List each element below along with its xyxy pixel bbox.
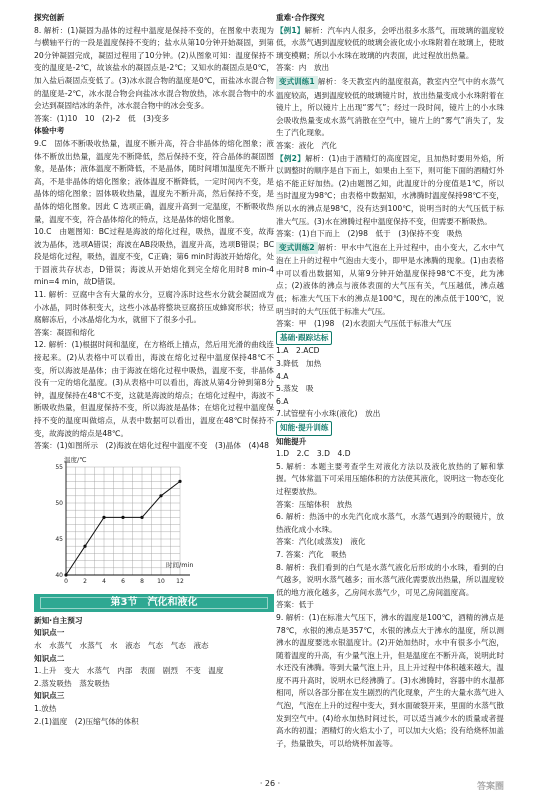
chart-grid: [66, 467, 180, 575]
y-tick-label: 55: [55, 463, 63, 471]
x-tick-label: 6: [121, 577, 125, 585]
data-point: [102, 516, 105, 519]
example-tag: 【例2】: [276, 153, 306, 163]
variant-text: 解析：冬天教室内的温度很高，教室内空气中的水蒸气温度较高，遇到温度较低的玻璃镜片时，放出热量变成小水珠附着在镜片上，所以镜片上出现“雾气”；经过一段时间，镜片上的小水珠会吸收热量变成水蒸气消散在空气中，镜片上的“雾气”消失了，发生了汽化现象。: [276, 76, 504, 138]
variant-tag: 变式训练1: [276, 76, 318, 89]
data-point: [121, 516, 124, 519]
section-heading: 探究创新: [34, 13, 65, 22]
variant-1: [276, 75, 504, 140]
section-heading: 体验中考: [34, 126, 65, 136]
ability-tag: 知能·提升训练: [276, 421, 332, 436]
example-text: 解析：(1)由于酒精灯的高度固定，且加热时要用外焰，所以调整时的顺序是自下而上，如果由上至下，则可能下面的酒精灯外焰不能正好加热。(2)由题图乙知，此温度计的分度值是1℃，所以当时温度为98℃；由表格中数据知，水沸腾时温度保持98℃不变，所以水的沸点是98℃，没有达到100℃，说明当时的大气压低于标准大气压。(3)水在沸腾过程中温度保持不变，但需要不断吸热。: [276, 153, 504, 226]
y-tick-label: 40: [55, 571, 63, 579]
example-text: 解析：汽车内人很多，会呼出很多水蒸气，而玻璃的温度较低，水蒸气遇到温度较低的玻璃会液化成小水珠附着在玻璃上，使玻璃变模糊；所以小水珠在玻璃的内表面，此过程放出热量。: [276, 25, 504, 60]
data-point: [64, 573, 67, 576]
answer-12-key: 答案：(1)如图所示 (2)海波在熔化过程中温度不变 (3)晶体 (4)48: [34, 441, 269, 451]
basic-tag: 基础·跟踪达标: [276, 331, 332, 346]
knowledge-point-1: 知识点一: [34, 628, 65, 638]
ability-title: [276, 421, 504, 436]
example-1-key: 答案：内 放出: [276, 63, 330, 73]
section-heading: [276, 12, 504, 25]
variant-2: [276, 241, 504, 319]
temperature-time-chart: [48, 453, 198, 590]
kp2-answer-2: 2.蒸发吸热 蒸发吸热: [34, 678, 110, 688]
basic-4: 4.A: [276, 371, 289, 381]
basic-1: 1.A 2.ACD: [276, 346, 320, 356]
ability-5: 5. 解析：本题主要考查学生对液化方法以及液化放热的了解和掌握。气体常温下可采用压缩体积的方法使其液化，说明这一物态变化过程要放热。: [276, 461, 504, 496]
answer-12: 12. 解析：(1)根据时间和温度，在方格纸上描点，然后用光滑的曲线连接起来。(2)从表格中可以看出，海波在熔化过程中温度保持48℃不变，所以海波是晶体；由于海波在熔化过程中吸热，温度不变，非晶体没有一定的熔化温度。(3)从表格中可以看出，海波从第4分钟到第8分钟，温度保持在48℃不变，这就是海波的熔点；在熔化过程中，海波不断吸收热量，但温度保持不变，所以海波是晶体；在熔化过程中温度保持不变的温度叫做熔点，从表中数据可以看出，温度在48℃时保持不变，故海波的熔点是48℃。: [34, 340, 274, 438]
kp2-answer-1: 1.上升 变大 水蒸气 内部 表面 剧烈 不变 温度: [34, 666, 224, 676]
example-2-key: 答案：(1)自下而上 (2)98 低于 (3)保持不变 吸热: [276, 229, 463, 239]
answer-8: 8. 解析：(1)凝固为晶体的过程中温度是保持不变的，在图象中表现为与横轴平行的一段是温度保持不变的；盐水从第10分钟开始凝固，到第20分钟凝固完成，凝固过程用了10分钟。(2)从图象可知：温度保持不变的温度是-2℃，故该盐水的凝固点是-2℃；又知水的凝固点是0℃，加入盐后凝固点变低了。(3)冰水混合物的温度是0℃，而盐冰水混合物的温度是-2℃，冰水混合物会向盐冰水混合物放热，冰水混合物中的水会达到凝固结冰的条件，冰水混合物中的冰会变多。: [34, 25, 274, 111]
knowledge-point-3: 知识点三: [34, 691, 65, 701]
x-tick-label: 10: [157, 577, 165, 585]
section-banner: 第3节 汽化和液化: [34, 594, 274, 612]
ability-subtitle: 知能提升: [276, 436, 307, 446]
x-axis-label: 时间/min: [166, 560, 194, 569]
data-point: [159, 494, 162, 497]
basic-3: 3.降低 加热: [276, 359, 322, 369]
ability-6: 6. 解析：热汤中的水先汽化成水蒸气，水蒸气遇到冷的眼镜片，放热液化成小水珠。: [276, 512, 504, 534]
watermark: 答案圈: [476, 782, 504, 792]
section-title: 重难·合作探究: [276, 13, 325, 22]
ability-6-key: 答案：汽化(或蒸发) 液化: [276, 537, 366, 547]
basic-6: 6.A: [276, 396, 289, 406]
chart-axes: [66, 461, 190, 575]
answer-8-key: 答案：(1)10 10 (2)-2 低 (3)变多: [34, 113, 170, 123]
ability-8-key: 答案：低于: [276, 600, 314, 610]
kp3-answer-2: 2.(1)温度 (2)压缩气体的体积: [34, 716, 139, 726]
variant-text: 解析：甲水中气泡在上升过程中，由小变大，乙水中气泡在上升的过程中气泡由大变小，即甲是水沸腾的现象。(1)由表格中可以看出数据知，从第9分钟开始温度保持98℃不变，此为沸点；(2)液体的沸点与液体表面的大气压有关，气压越低，沸点越低；标准大气压下水的沸点是100℃，现在的沸点低于100℃，说明当时的大气压低于标准大气压。: [276, 242, 504, 316]
x-tick-label: 2: [83, 577, 87, 585]
answer-11-key: 答案：凝固和熔化: [34, 327, 95, 337]
x-tick-label: 12: [176, 577, 184, 585]
data-point: [178, 480, 181, 483]
ability-5-key: 答案：压缩体积 放热: [276, 499, 352, 509]
x-tick-label: 4: [102, 577, 106, 585]
variant-tag: 变式训练2: [276, 242, 318, 255]
ability-9: 9. 解析：(1)在标准大气压下，沸水的温度是100℃，酒精的沸点是78℃，水银的沸点是357℃，水银的沸点大于沸水的温度，所以测沸水的温度要选水银温度计。(2)开始加热时，水中有很多小气泡，随着温度的升高，有少量气泡上升，但是温度在不断升高，说明此时水还没有沸腾。等到大量气泡上升，且上升过程中体积越来越大，温度不再升高时，说明水已经沸腾了。(3)水沸腾时，容器中的水温都相同，所以各部分都在发生剧烈的汽化现象，产生的大量水蒸气进入气泡，气泡在上升的过程中变大，到水面破裂开来，里面的水蒸气散发到空气中。(4)给水加热时间过长，可以适当减少水的质量或者提高水的初温；酒精灯的火焰太小了，可以加大火焰；没有给烧杯加盖子，热量散失，可以给烧杯加盖等。: [276, 612, 504, 748]
data-point: [140, 516, 143, 519]
example-2: [276, 153, 504, 229]
preview-title: 新知·自主预习: [34, 615, 83, 625]
ability-1: 1.D 2.C 3.D 4.D: [276, 449, 351, 459]
basic-7: 7.试管壁有小水珠(液化) 放出: [276, 409, 381, 419]
right-column: [276, 12, 504, 768]
basic-title: [276, 331, 504, 346]
knowledge-point-2: 知识点二: [34, 653, 65, 663]
answer-10: 10.C 由题图知：BC过程是海波的熔化过程，吸热，温度不变，故海波为晶体，选项A错误；海波在AB段吸热，温度升高，选项B错误；BC段是熔化过程，吸热，温度不变，C正确；第6 min时海波开始熔化，处于固液共存状态，D错误；海波从开始熔化到完全熔化用时8 min-4 min=4 min，故D错误。: [34, 227, 274, 287]
ability-7: 7. 答案：汽化 吸热: [276, 549, 347, 559]
answer-11: 11. 解析：豆腐中含有大量的水分，豆腐冷冻时这些水分就会凝固成为小冰晶，同时体积变大，这些小冰晶将整块豆腐挤压成蜂窝形状；待豆腐解冻后，小冰晶熔化为水，就留下了很多小孔。: [34, 290, 274, 325]
example-1: [276, 25, 504, 63]
x-tick-label: 8: [140, 577, 144, 585]
page-number: · 26 ·: [259, 779, 281, 788]
basic-5: 5.蒸发 吸: [276, 384, 314, 394]
y-axis-label: 温度/℃: [64, 455, 87, 464]
answer-9: 9.C 固体不断吸收热量，温度不断升高，符合非晶体的熔化图象；液体不断放出热量，温度先不断降低，然后保持不变，符合晶体的凝固图象，是晶体；液体温度不断降低，不是晶体，随时间增加温度先不断升高，不是非晶体的熔化图象；液体温度不断降低，一定时间内不变，是晶体的熔化图象；固体吸收热量，温度先不断升高，然后保持不变，是晶体的熔化图象。因此 C 选项正确，温度升高到一定温度，不断吸收热量，温度不变，符合晶体熔化的特点，这是晶体的熔化图象。: [34, 138, 274, 224]
data-point: [83, 544, 86, 547]
y-tick-label: 50: [55, 499, 63, 507]
variant-2-key: 答案：甲 (1)98 (2)水表面大气压低于标准大气压: [276, 319, 452, 329]
left-column: [34, 12, 274, 768]
y-tick-label: 45: [55, 535, 63, 543]
x-tick-label: 0: [64, 577, 68, 585]
kp1-answers: 水 水蒸气 水蒸气 水 液态 气态 气态 液态: [34, 640, 209, 650]
variant-1-key: 答案：液化 汽化: [276, 140, 337, 150]
ability-8: 8. 解析：我们看到的白气是水蒸气液化后形成的小水珠，看到的白气越多，说明水蒸气越多；而水蒸气液化需要放出热量，所以温度较低的地方液化越多，乙房间水蒸气少，可见乙房间温度高。: [276, 562, 504, 597]
example-tag: 【例1】: [276, 25, 305, 35]
kp3-answer-1: 1.放热: [34, 703, 57, 713]
